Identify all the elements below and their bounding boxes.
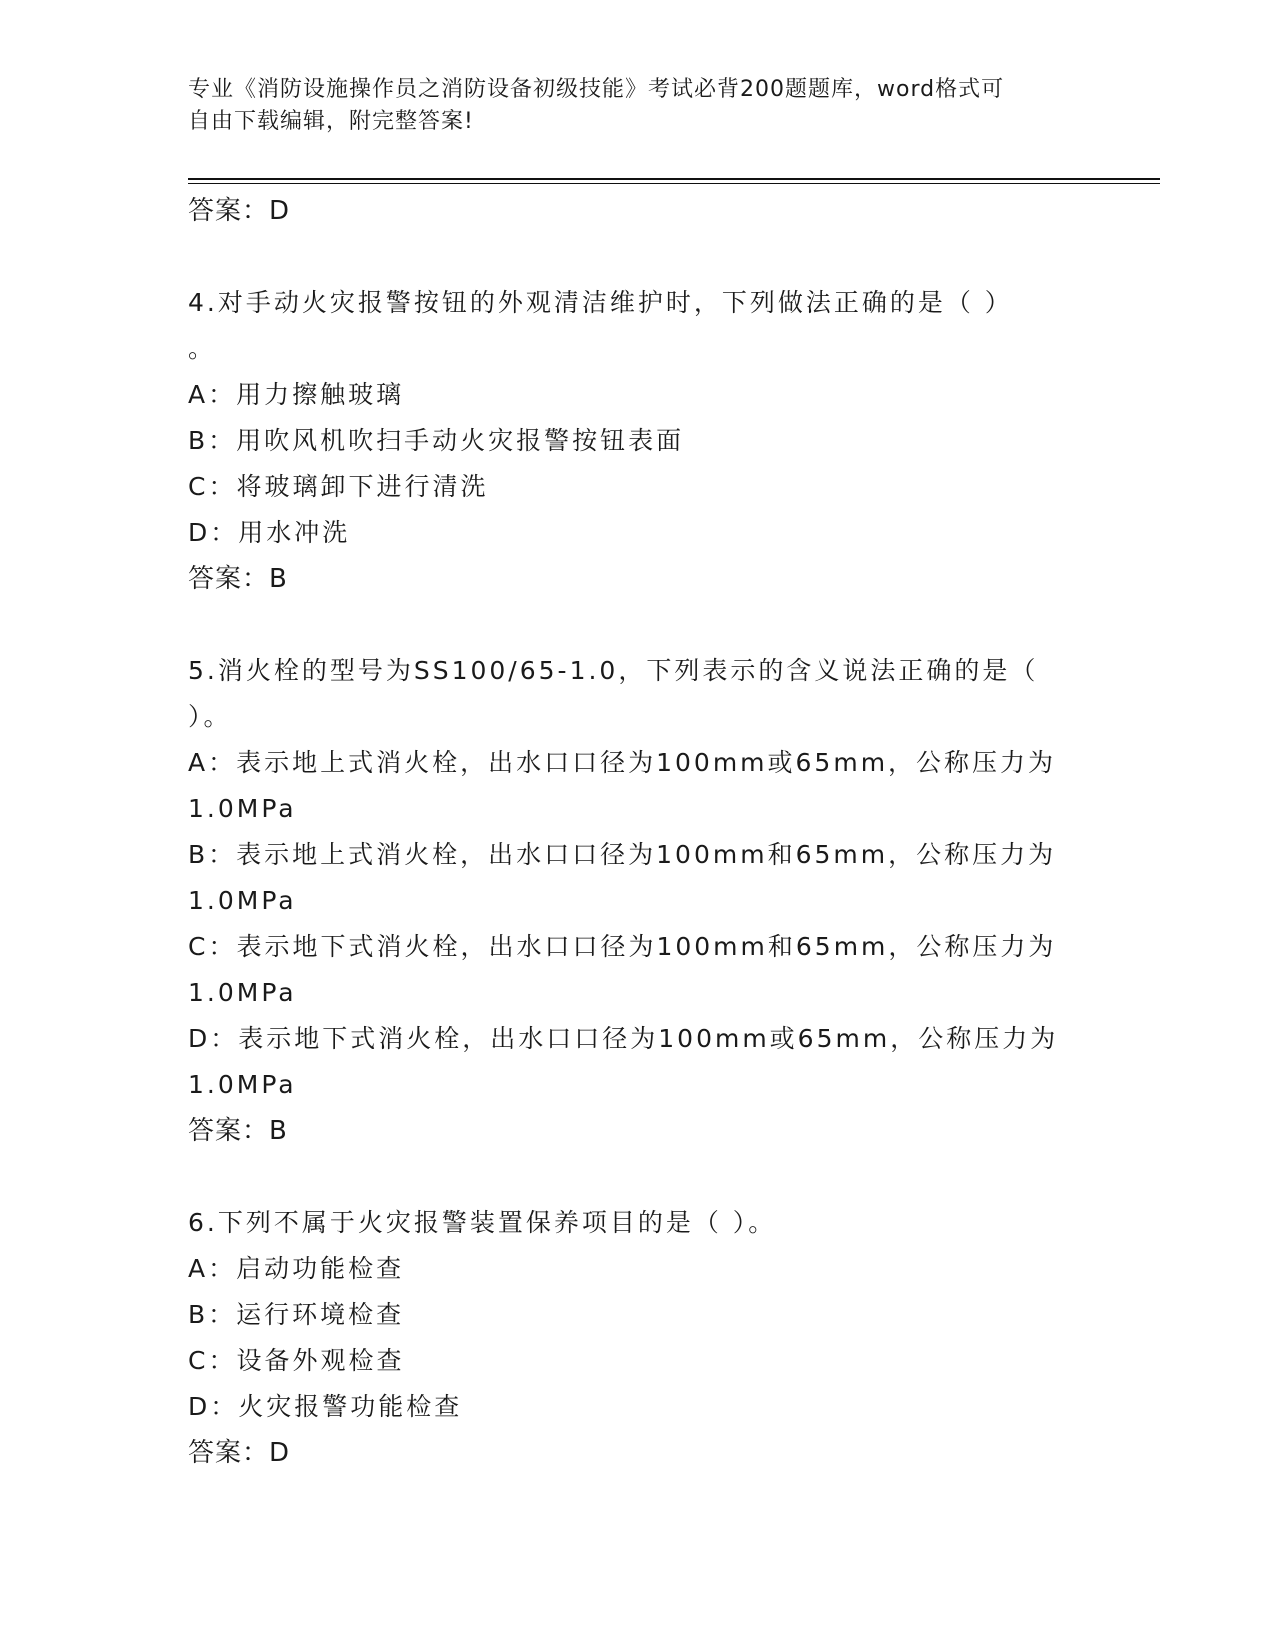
q4-option-b: B：用吹风机吹扫手动火灾报警按钮表面 <box>188 426 685 455</box>
q6-option-a: A：启动功能检查 <box>188 1254 405 1283</box>
q4-option-d: D：用水冲洗 <box>188 518 351 547</box>
q5-stem-line-1: 5.消火栓的型号为SS100/65-1.0，下列表示的含义说法正确的是（ <box>188 656 1039 685</box>
q5-option-a-line-2: 1.0MPa <box>188 794 297 823</box>
q5-stem-line-2: ）。 <box>188 702 232 731</box>
spacer <box>188 602 1118 648</box>
q5-option-d-line-2: 1.0MPa <box>188 1070 297 1099</box>
q6-option-c: C：设备外观检查 <box>188 1346 405 1375</box>
q5-answer: 答案：B <box>188 1116 288 1146</box>
q5-option-c-line-2: 1.0MPa <box>188 978 297 1007</box>
header-divider-thin <box>188 183 1160 184</box>
question-5 <box>188 648 1118 1154</box>
q5-option-a-line-1: A：表示地上式消火栓，出水口口径为100mm或65mm，公称压力为 <box>188 748 1057 777</box>
spacer <box>188 234 1118 280</box>
q6-stem-line-1: 6.下列不属于火灾报警装置保养项目的是（ ）。 <box>188 1208 777 1237</box>
header-line-1: 专业《消防设施操作员之消防设备初级技能》考试必背200题题库，word格式可 <box>188 77 1005 102</box>
q5-option-b-line-2: 1.0MPa <box>188 886 297 915</box>
q4-stem-line-1: 4.对手动火灾报警按钮的外观清洁维护时，下列做法正确的是（ ） <box>188 288 1013 317</box>
q5-option-b-line-1: B：表示地上式消火栓，出水口口径为100mm和65mm，公称压力为 <box>188 840 1057 869</box>
question-list <box>188 188 1118 1476</box>
q4-answer: 答案：B <box>188 564 288 594</box>
question-4 <box>188 280 1118 602</box>
spacer <box>188 1154 1118 1200</box>
document-header <box>188 74 1088 138</box>
q4-option-a: A：用力擦触玻璃 <box>188 380 405 409</box>
q6-answer: 答案：D <box>188 1438 291 1468</box>
header-line-2: 自由下载编辑，附完整答案! <box>188 109 474 134</box>
q6-option-b: B：运行环境检查 <box>188 1300 405 1329</box>
q6-option-d: D：火灾报警功能检查 <box>188 1392 463 1421</box>
question-6 <box>188 1200 1118 1476</box>
q3-answer: 答案：D <box>188 196 291 226</box>
q5-option-c-line-1: C：表示地下式消火栓，出水口口径为100mm和65mm，公称压力为 <box>188 932 1057 961</box>
q4-stem-line-2: 。 <box>188 334 217 363</box>
q4-option-c: C：将玻璃卸下进行清洗 <box>188 472 489 501</box>
header-divider-thick <box>188 178 1160 180</box>
q5-option-d-line-1: D：表示地下式消火栓，出水口口径为100mm或65mm，公称压力为 <box>188 1024 1059 1053</box>
